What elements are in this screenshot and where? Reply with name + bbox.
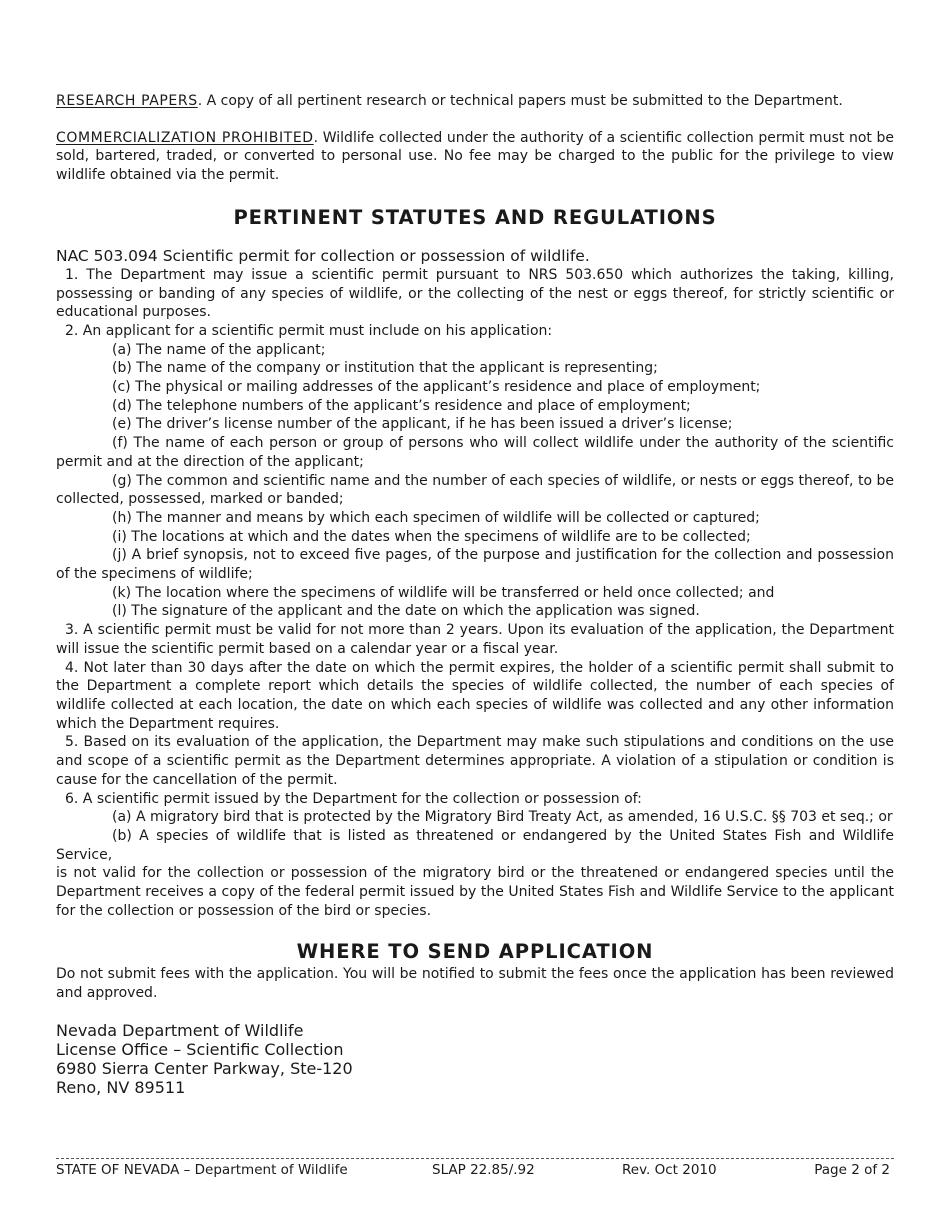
application-item: (f) The name of each person or group of persons who will collect wildlife under the authority of the scientific permit and at the direction of the applicant; bbox=[56, 435, 894, 470]
research-papers-title: RESEARCH PAPERS bbox=[56, 93, 198, 109]
statute-item-1: 1. The Department may issue a scientific permit pursuant to NRS 503.650 which authorizes the taking, killing, possessing or banding of any species of wildlife, or the collecting of the nest or eggs thereof, for strictly scientific or educational purposes. bbox=[56, 266, 894, 321]
application-item: (l) The signature of the applicant and the date on which the application was signed. bbox=[112, 603, 700, 620]
statutes-heading: PERTINENT STATUTES AND REGULATIONS bbox=[233, 205, 717, 229]
application-item: (d) The telephone numbers of the applicant’s residence and place of employment; bbox=[112, 397, 691, 414]
send-application-heading: WHERE TO SEND APPLICATION bbox=[296, 940, 654, 964]
footer-divider bbox=[56, 1158, 894, 1159]
nac-title: NAC 503.094 Scientific permit for collection or possession of wildlife. bbox=[56, 246, 590, 265]
address-line: 6980 Sierra Center Parkway, Ste-120 bbox=[56, 1058, 353, 1078]
document-page bbox=[56, 92, 894, 1097]
application-item: (c) The physical or mailing addresses of the applicant’s residence and place of employment; bbox=[112, 379, 761, 396]
application-item: (j) A brief synopsis, not to exceed five pages, of the purpose and justification for the collection and possession of the specimens of wildlife; bbox=[56, 547, 894, 583]
address-line: License Office – Scientific Collection bbox=[56, 1039, 344, 1059]
footer-revision: Rev. Oct 2010 bbox=[622, 1162, 717, 1178]
statute-item-3: 3. A scientific permit must be valid for not more than 2 years. Upon its evaluation of the application, the Department will issue the scientific permit based on a calendar year or a fiscal year. bbox=[56, 622, 894, 657]
application-item: (i) The locations at which and the dates when the specimens of wildlife are to be collected; bbox=[112, 528, 751, 545]
statute-item-6b: (b) A species of wildlife that is listed as threatened or endangered by the United States Fish and Wildlife Service, bbox=[56, 827, 894, 863]
send-application-text: Do not submit fees with the application. You will be notified to submit the fees once the application has been reviewed and approved. bbox=[56, 966, 894, 1002]
application-item: (a) The name of the applicant; bbox=[112, 341, 326, 358]
commercialization-text: . Wildlife collected under the authority of a scientific collection permit must not be sold, bartered, traded, or converted to personal use. No fee may be charged to the public for the privilege to view wildlife obtained via the permit. bbox=[56, 129, 895, 184]
statute-item-2: 2. An applicant for a scientific permit must include on his application: bbox=[65, 322, 553, 339]
statute-item-6-conclusion: is not valid for the collection or possession of the migratory bird or the threatened or endangered species until the Department receives a copy of the federal permit issued by the United States Fish and Wildlife Service to the applicant for the collection or possession of the bird or species. bbox=[56, 865, 894, 919]
application-item: (h) The manner and means by which each specimen of wildlife will be collected or captured; bbox=[112, 509, 760, 526]
commercialization-title: COMMERCIALIZATION PROHIBITED bbox=[56, 129, 314, 146]
footer-form-number: SLAP 22.85/.92 bbox=[432, 1162, 535, 1178]
statute-item-5: 5. Based on its evaluation of the application, the Department may make such stipulations and conditions on the use and scope of a scientific permit as the Department determines appropriate. A violation of a stipulation or condition is cause for the cancellation of the permit. bbox=[56, 734, 894, 788]
statute-item-6: 6. A scientific permit issued by the Department for the collection or possession of: bbox=[65, 790, 642, 807]
application-item: (g) The common and scientific name and the number of each species of wildlife, or nests or eggs thereof, to be collected, possessed, marked or banded; bbox=[56, 472, 894, 508]
application-item: (e) The driver’s license number of the applicant, if he has been issued a driver’s license; bbox=[112, 416, 733, 433]
statute-item-4: 4. Not later than 30 days after the date on which the permit expires, the holder of a scientific permit shall submit to the Department a complete report which details the species of wildlife collected, the number of each species of wildlife collected at each location, the date on which each species of wildlife was collected and any other information which the Department requires. bbox=[56, 659, 894, 732]
application-item: (b) The name of the company or institution that the applicant is representing; bbox=[112, 360, 658, 377]
address-line: Nevada Department of Wildlife bbox=[56, 1020, 304, 1040]
research-papers-text: . A copy of all pertinent research or technical papers must be submitted to the Department. bbox=[197, 93, 843, 109]
footer-page-number: Page 2 of 2 bbox=[814, 1162, 890, 1178]
mailing-address bbox=[56, 1021, 894, 1097]
footer-agency: STATE OF NEVADA – Department of Wildlife bbox=[56, 1162, 348, 1178]
statute-item-6a: (a) A migratory bird that is protected by the Migratory Bird Treaty Act, as amended, 16 U.S.C. §§ 703 et seq.; or bbox=[112, 809, 893, 826]
application-item: (k) The location where the specimens of wildlife will be transferred or held once collected; and bbox=[112, 584, 775, 601]
address-line: Reno, NV 89511 bbox=[56, 1077, 186, 1097]
commercialization-paragraph bbox=[56, 129, 894, 185]
research-papers-paragraph bbox=[56, 92, 894, 111]
